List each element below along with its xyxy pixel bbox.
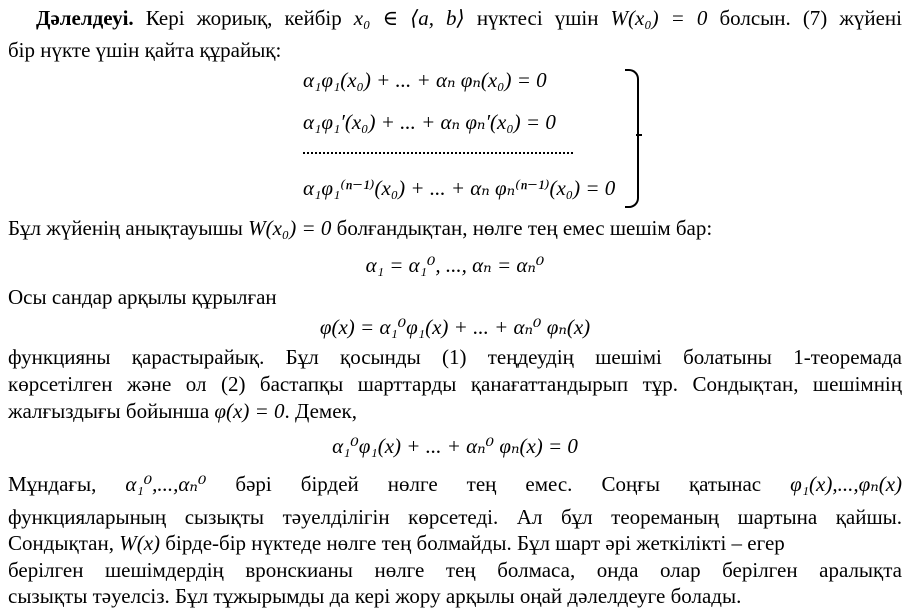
paragraph-line-4: Осы сандар арқылы құрылған xyxy=(8,285,277,309)
paragraph-line-2: бір нүкте үшін қайта құрайық: xyxy=(8,38,282,62)
equation-sum: α₁⁰φ₁(x) + ... + αₙ⁰ φₙ(x) = 0 xyxy=(332,434,578,458)
text-span: болсын. (7) жүйені xyxy=(707,6,902,30)
proof-heading: Дәлелдеуі. xyxy=(36,6,134,30)
paragraph-line-10 xyxy=(8,529,902,558)
paragraph-line-11: берілген шешімдердің вронскианы нөлге тең болмаса, онда олар берілген аралықта xyxy=(8,558,902,582)
text-span: бәрі бірдей нөлге тең емес. Соңғы қатынас xyxy=(235,472,762,496)
equation-alpha: α₁ = α₁⁰, ..., αₙ = αₙ⁰ xyxy=(365,253,545,277)
paragraph-line-7 xyxy=(8,397,902,426)
equation-system-line-2: α₁φ₁′(x₀) + ... + αₙ φₙ′(x₀) = 0 xyxy=(303,110,556,134)
math-inline: φ(x) = 0 xyxy=(214,399,285,423)
math-inline: α₁⁰,...,αₙ⁰ xyxy=(125,472,207,496)
paragraph-line-6: көрсетілген және ол (2) бастапқы шарттарды қанағаттандырып тұр. Сондықтан, шешімнің xyxy=(8,372,902,396)
text-span: болғандықтан, нөлге тең емес шешім бар: xyxy=(331,216,713,240)
equation-phi: φ(x) = α₁⁰φ₁(x) + ... + αₙ⁰ φₙ(x) xyxy=(319,315,591,339)
equation-system-line-3: α₁φ₁⁽ⁿ⁻¹⁾(x₀) + ... + αₙ φₙ⁽ⁿ⁻¹⁾(x₀) = 0 xyxy=(303,176,616,200)
text-span: Бұл жүйенің анықтауышы xyxy=(8,216,249,240)
text-span: жалғыздығы бойынша xyxy=(8,399,215,423)
math-inline: φ₁(x),...,φₙ(x) xyxy=(790,472,903,496)
paragraph-line-12: сызықты тәуелсіз. Бұл тұжырымды да кері жору арқылы оңай дәлелдеуге болады. xyxy=(8,584,742,608)
equation-system-dots xyxy=(303,152,573,154)
math-inline: W(x₀) = 0 xyxy=(610,6,708,30)
paragraph-line-5: функцияны қарастырайық. Бұл қосынды (1) теңдеудің шешімі болатыны 1-теоремада xyxy=(8,345,902,369)
text-span: нүктесі үшін xyxy=(464,6,611,30)
paragraph-line-8 xyxy=(8,470,902,499)
math-inline: x₀ ∈ ⟨a, b⟩ xyxy=(353,6,465,30)
text-span: Мұндағы, xyxy=(8,472,97,496)
right-brace-tip xyxy=(636,134,642,136)
math-inline: W(x₀) = 0 xyxy=(248,216,332,240)
paragraph-line-3 xyxy=(8,214,902,243)
paragraph-line-1 xyxy=(36,4,902,33)
text-span: . Демек, xyxy=(284,399,357,423)
text-span: Сондықтан, xyxy=(8,531,120,555)
math-inline: W(x) xyxy=(119,531,161,555)
equation-system-line-1: α₁φ₁(x₀) + ... + αₙ φₙ(x₀) = 0 xyxy=(303,68,547,92)
right-brace xyxy=(625,69,639,208)
text-span: бірде-бір нүктеде нөлге тең болмайды. Бұл шарт әрі жеткілікті – егер xyxy=(160,531,785,555)
paragraph-line-9: функцияларының сызықты тәуелділігін көрсетеді. Ал бұл теореманың шартына қайшы. xyxy=(8,505,902,529)
text-span: Кері жориық, кейбір xyxy=(133,6,354,30)
